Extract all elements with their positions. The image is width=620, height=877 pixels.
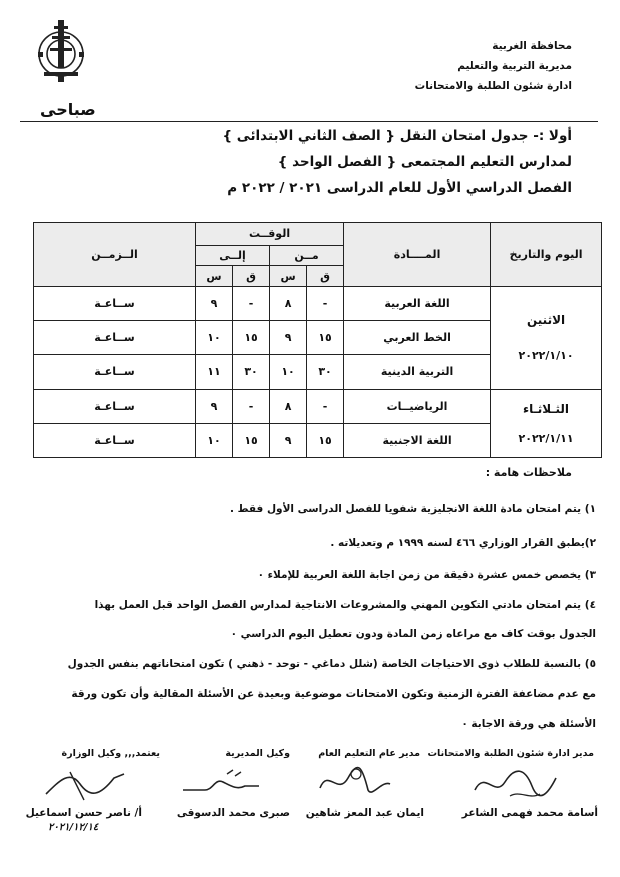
from-hours-cell: ٩ xyxy=(270,321,307,355)
note-line: ٣) يخصص خمس عشرة دقيقة من زمن اجابة اللغة العربية للإملاء ٠ xyxy=(257,569,596,581)
session-label: صباحى xyxy=(40,100,96,119)
department-name: ادارة شئون الطلبة والامتحانات xyxy=(414,80,572,92)
to-minutes-cell: - xyxy=(233,286,270,320)
duration-cell: ســاعـة xyxy=(34,286,196,320)
header-from: مــن xyxy=(270,245,344,266)
schedule-table xyxy=(33,222,602,458)
signature-mark xyxy=(470,760,560,804)
signature-name: أسامة محمد فهمى الشاعر xyxy=(461,807,598,819)
from-hours-cell: ٩ xyxy=(270,423,307,457)
day-cell xyxy=(491,286,602,389)
from-hours-cell: ٨ xyxy=(270,389,307,423)
duration-cell: ســاعـة xyxy=(34,355,196,389)
day-date: ٢٠٢٢/١/١٠ xyxy=(518,349,574,363)
signature-mark xyxy=(175,760,265,804)
day-date: ٢٠٢٢/١/١١ xyxy=(518,431,574,445)
title-line-1: أولا :- جدول امتحان النقل { الصف الثاني الابتدائى } xyxy=(222,128,572,144)
subject-cell: اللغة الاجنبية xyxy=(344,423,491,457)
table-row xyxy=(34,389,602,423)
title-line-2: لمدارس التعليم المجتمعى { الفصل الواحد } xyxy=(277,154,572,170)
to-hours-cell: ١٠ xyxy=(196,321,233,355)
header-to-hours: س xyxy=(196,266,233,287)
header-time: الوقــت xyxy=(196,223,344,246)
note-line: الأسئلة هي ورقة الاجابة ٠ xyxy=(461,718,596,730)
header-from-minutes: ق xyxy=(307,266,344,287)
table-row xyxy=(34,286,602,320)
signature-title: مدير ادارة شئون الطلبة والامتحانات xyxy=(427,748,594,759)
notes-heading: ملاحظات هامة : xyxy=(485,466,572,479)
signature-name: صبرى محمد الدسوقى xyxy=(176,807,290,819)
note-line: ١) يتم امتحان مادة اللغة الانجليزية شفويا للفصل الدراسى الأول فقط . xyxy=(229,503,596,515)
note-line: الجدول بوقت كاف مع مراعاه زمن المادة ودون تعطيل اليوم الدراسي ٠ xyxy=(230,628,596,640)
header-from-hours: س xyxy=(270,266,307,287)
to-minutes-cell: - xyxy=(233,389,270,423)
from-hours-cell: ٨ xyxy=(270,286,307,320)
duration-cell: ســاعـة xyxy=(34,389,196,423)
signature-mark xyxy=(310,760,400,804)
note-line: مع عدم مضاعفة الفترة الزمنية وتكون الامتحانات موضوعية وبعيدة عن الأسئلة المقالية وأن تكون ورقة xyxy=(71,688,596,700)
schedule-table-container xyxy=(33,222,601,458)
signature-title: يعتمد,,, وكيل الوزارة xyxy=(61,748,160,759)
title-line-3: الفصل الدراسي الأول للعام الدراسى ٢٠٢١ / ٢٠٢٢ م xyxy=(227,180,572,196)
duration-cell: ســاعـة xyxy=(34,321,196,355)
from-minutes-cell: ١٥ xyxy=(307,423,344,457)
signature-name: ايمان عبد المعز شاهين xyxy=(305,807,424,819)
subject-cell: اللغة العربية xyxy=(344,286,491,320)
header-duration: الــزمــن xyxy=(34,223,196,287)
to-hours-cell: ٩ xyxy=(196,286,233,320)
to-minutes-cell: ٣٠ xyxy=(233,355,270,389)
signature-name: أ/ ناصر حسن اسماعيل xyxy=(25,807,142,819)
signature-title: مدير عام التعليم العام xyxy=(318,748,420,759)
header-divider xyxy=(20,121,598,122)
handwritten-date: ٢٠٢١/١٢/١٤ xyxy=(48,822,99,833)
directorate-name: مديرية التربية والتعليم xyxy=(457,60,572,72)
signature-title: وكيل المديرية xyxy=(225,748,290,759)
to-hours-cell: ١٠ xyxy=(196,423,233,457)
signature-mark xyxy=(40,760,130,804)
header-to-minutes: ق xyxy=(233,266,270,287)
day-cell xyxy=(491,389,602,457)
subject-cell: الرياضيــات xyxy=(344,389,491,423)
day-name: الثـلاثـاء xyxy=(523,401,570,416)
to-hours-cell: ٩ xyxy=(196,389,233,423)
governorate-name: محافظة الغربية xyxy=(492,40,572,52)
from-minutes-cell: ١٥ xyxy=(307,321,344,355)
to-hours-cell: ١١ xyxy=(196,355,233,389)
duration-cell: ســاعـة xyxy=(34,423,196,457)
from-minutes-cell: - xyxy=(307,286,344,320)
header-day-date: اليوم والتاريخ xyxy=(491,223,602,287)
to-minutes-cell: ١٥ xyxy=(233,423,270,457)
day-name: الاثنين xyxy=(526,313,566,328)
subject-cell: الخط العربي xyxy=(344,321,491,355)
directorate-logo-icon xyxy=(30,14,92,88)
from-minutes-cell: - xyxy=(307,389,344,423)
to-minutes-cell: ١٥ xyxy=(233,321,270,355)
note-line: ٤) يتم امتحان مادتي التكوين المهني والمشروعات الانتاجية لمدارس الفصل الواحد قبل العمل بهذا xyxy=(94,599,596,611)
from-minutes-cell: ٣٠ xyxy=(307,355,344,389)
subject-cell: التربية الدينية xyxy=(344,355,491,389)
note-line: ٥) بالنسبة للطلاب ذوى الاحتياجات الخاصة (شلل دماغي - توحد - ذهني ) تكون امتحاناتهم بنفس الجدول xyxy=(67,658,596,670)
note-line: ٢)يطبق القرار الوزاري ٤٦٦ لسنه ١٩٩٩ م وتعديلاته . xyxy=(330,537,596,549)
header-to: إلــى xyxy=(196,245,270,266)
from-hours-cell: ١٠ xyxy=(270,355,307,389)
header-subject: المــــادة xyxy=(344,223,491,287)
